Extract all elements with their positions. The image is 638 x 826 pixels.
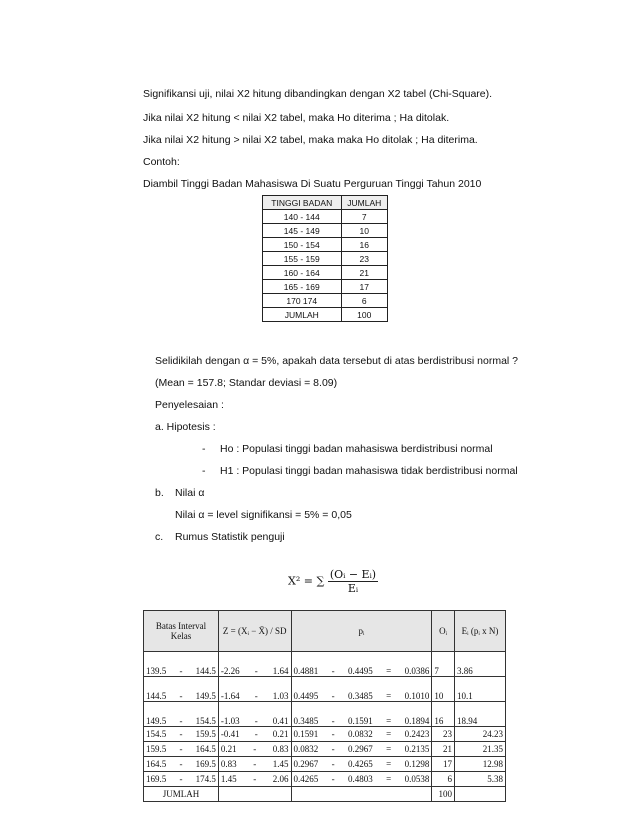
hypothesis-label: a. Hipotesis : [155,421,216,433]
e-cell: 18.94 [455,702,506,727]
p-cell: 0.4881 - 0.4495 = 0.0386 [291,652,432,677]
empty-cell [291,787,432,802]
paragraph-5: Diambil Tinggi Badan Mahasiswa Di Suatu Perguruan Tinggi Tahun 2010 [143,178,482,190]
section-b-label: b. [155,487,164,499]
o-cell: 7 [432,652,455,677]
table2-header: Oᵢ [432,611,455,652]
o-cell: 17 [432,757,455,772]
e-cell: 3.86 [455,652,506,677]
e-cell: 24.23 [455,727,506,742]
table-row [263,308,388,322]
table1-cell: 6 [341,294,387,308]
hypothesis-h1: H1 : Populasi tinggi badan mahasiswa tidak berdistribusi normal [220,465,518,477]
table-row [263,266,388,280]
section-b-title: Nilai α [175,487,205,499]
formula-fraction [328,568,378,595]
table1-cell: 155 - 159 [263,252,342,266]
table-row [144,677,506,702]
table-row [144,727,506,742]
table1-cell: 170 174 [263,294,342,308]
chi-square-formula [288,568,378,595]
o-cell: 23 [432,727,455,742]
p-cell: 0.1591 - 0.0832 = 0.2423 [291,727,432,742]
table1-header: TINGGI BADAN [263,196,342,210]
table2-header: Batas Interval Kelas [144,611,219,652]
interval-cell: 149.5 - 154.5 [144,702,219,727]
z-cell: -1.64 - 1.03 [218,677,291,702]
table1-cell: 165 - 169 [263,280,342,294]
z-cell: 1.45 - 2.06 [218,772,291,787]
z-cell: 0.83 - 1.45 [218,757,291,772]
p-cell: 0.3485 - 0.1591 = 0.1894 [291,702,432,727]
e-cell: 12.98 [455,757,506,772]
p-cell: 0.4495 - 0.3485 = 0.1010 [291,677,432,702]
formula-denominator: Eᵢ [347,582,359,595]
given-values: (Mean = 157.8; Standar deviasi = 8.09) [155,377,338,389]
o-cell: 16 [432,702,455,727]
table1-header: JUMLAH [341,196,387,210]
o-cell: 10 [432,677,455,702]
p-cell: 0.0832 - 0.2967 = 0.2135 [291,742,432,757]
total-label: JUMLAH [144,787,219,802]
table1-cell: 10 [341,224,387,238]
z-cell: -0.41 - 0.21 [218,727,291,742]
table-row [263,252,388,266]
total-o: 100 [432,787,455,802]
table1-cell: 17 [341,280,387,294]
section-b-text: Nilai α = level signifikansi = 5% = 0,05 [175,509,352,521]
paragraph-2: Jika nilai X2 hitung < nilai X2 tabel, maka Ho diterima ; Ha ditolak. [143,112,450,124]
e-cell: 5.38 [455,772,506,787]
formula-lhs: X² = ∑ [288,574,325,588]
interval-cell: 159.5 - 164.5 [144,742,219,757]
o-cell: 21 [432,742,455,757]
question-text: Selidikilah dengan α = 5%, apakah data tersebut di atas berdistribusi normal ? [155,355,518,367]
o-cell: 6 [432,772,455,787]
table-row [144,772,506,787]
table-row [263,224,388,238]
paragraph-1: Signifikansi uji, nilai X2 hitung dibandingkan dengan X2 tabel (Chi-Square). [143,88,493,100]
formula-numerator: (Oᵢ − Eᵢ) [329,568,377,581]
section-c-title: Rumus Statistik penguji [175,531,285,543]
table-row-total [144,787,506,802]
table-row [263,280,388,294]
table-row [263,294,388,308]
table1-cell: 145 - 149 [263,224,342,238]
table-row [144,742,506,757]
table-row [144,702,506,727]
paragraph-4: Contoh: [143,156,180,168]
interval-cell: 154.5 - 159.5 [144,727,219,742]
table1-cell: 23 [341,252,387,266]
p-cell: 0.4265 - 0.4803 = 0.0538 [291,772,432,787]
table1-cell: 160 - 164 [263,266,342,280]
z-cell: 0.21 - 0.83 [218,742,291,757]
solution-label: Penyelesaian : [155,399,224,411]
empty-cell [218,787,291,802]
table1-cell: 100 [341,308,387,322]
table1-cell: 16 [341,238,387,252]
e-cell: 10.1 [455,677,506,702]
table-row [144,757,506,772]
table1-cell: JUMLAH [263,308,342,322]
table1-cell: 7 [341,210,387,224]
table2-header: pᵢ [291,611,432,652]
chi-square-table [143,610,506,802]
table1-cell: 150 - 154 [263,238,342,252]
z-cell: -2.26 - 1.64 [218,652,291,677]
section-c-label: c. [155,531,164,543]
empty-cell [455,787,506,802]
paragraph-3: Jika nilai X2 hitung > nilai X2 tabel, maka maka Ho ditolak ; Ha diterima. [143,134,478,146]
height-frequency-table [262,195,388,322]
table2-header: Eᵢ (pᵢ x N) [455,611,506,652]
table-row [263,210,388,224]
z-cell: -1.03 - 0.41 [218,702,291,727]
interval-cell: 164.5 - 169.5 [144,757,219,772]
table-row [144,652,506,677]
table-row [263,238,388,252]
hypothesis-h0: Ho : Populasi tinggi badan mahasiswa berdistribusi normal [220,443,493,455]
bullet-dash: - [202,443,206,455]
p-cell: 0.2967 - 0.4265 = 0.1298 [291,757,432,772]
interval-cell: 139.5 - 144.5 [144,652,219,677]
table1-cell: 140 - 144 [263,210,342,224]
interval-cell: 169.5 - 174.5 [144,772,219,787]
e-cell: 21.35 [455,742,506,757]
bullet-dash: - [202,465,206,477]
interval-cell: 144.5 - 149.5 [144,677,219,702]
table2-header: Z = (Xᵢ − X̄) / SD [218,611,291,652]
table1-cell: 21 [341,266,387,280]
